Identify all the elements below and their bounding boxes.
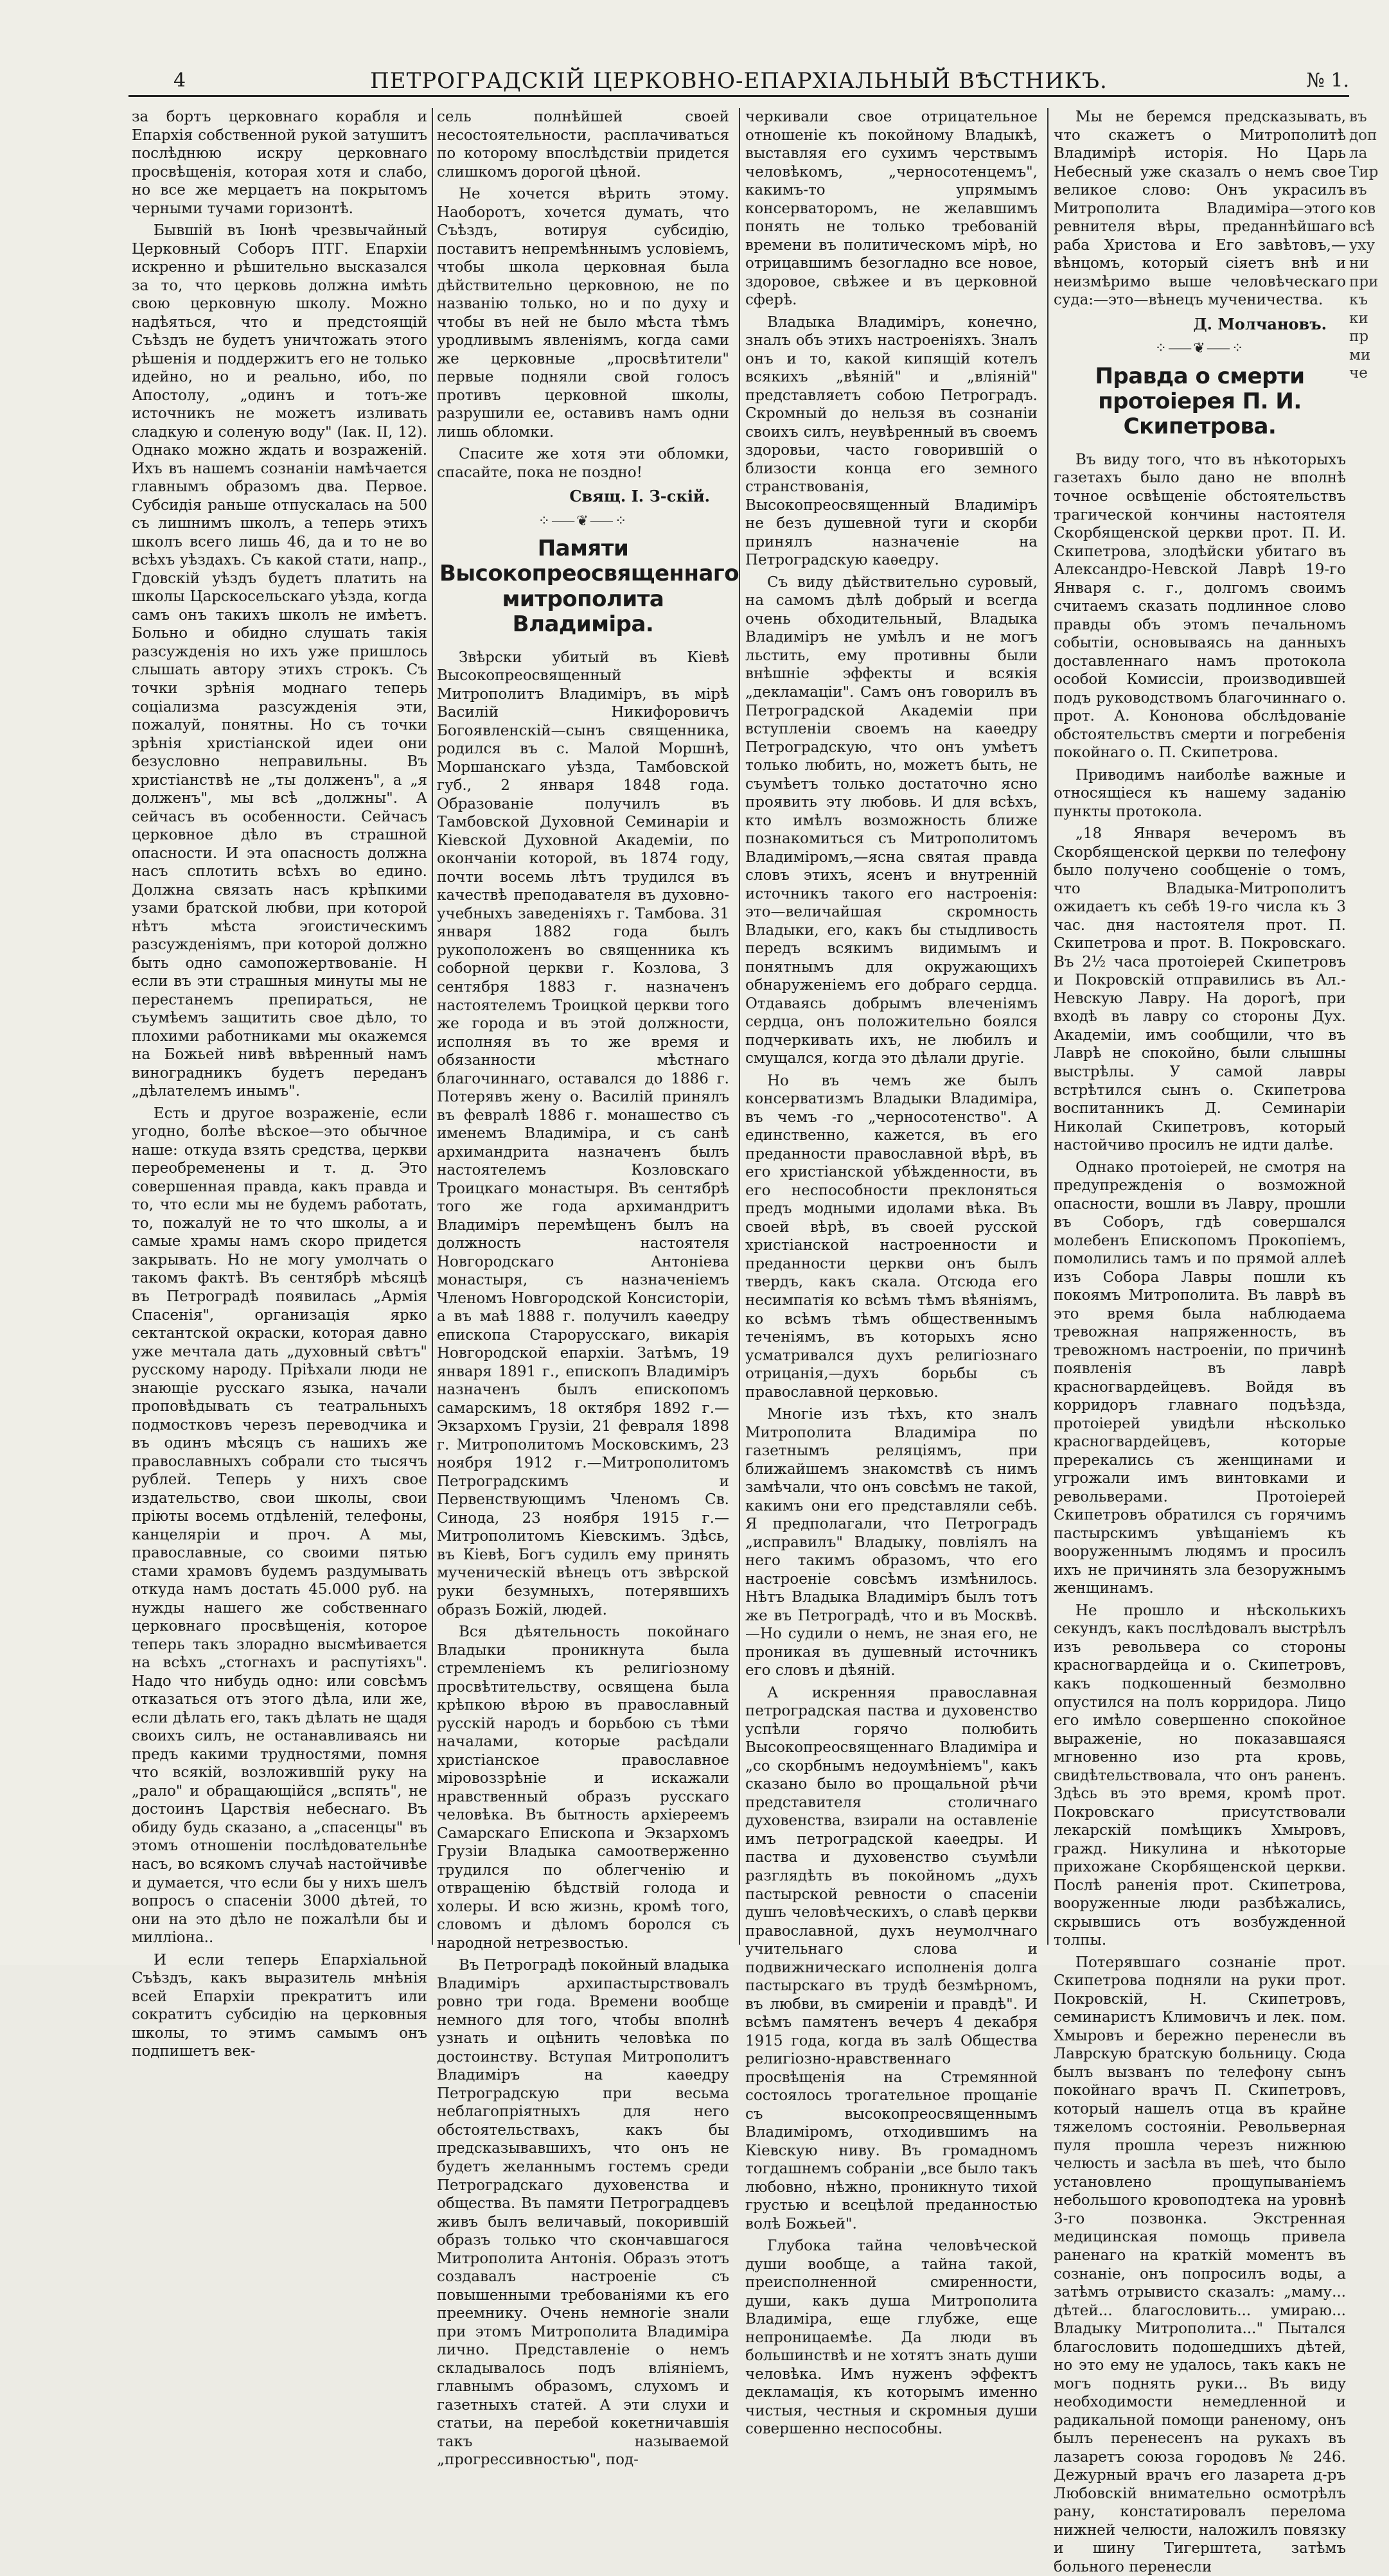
paragraph: Съ виду дѣйствительно суровый, на самомъ дѣлѣ добрый и всегда очень обходительный, Владыка Владиміръ не умѣлъ и не могъ льстить, ему противны были внѣшніе эффекты и всякія „декламаціи". Самъ онъ говорилъ въ Петроградской Академіи при вступленіи своемъ на каѳедру Петроградскую, что онъ умѣетъ только любить, но, можетъ быть, не съумѣетъ только достаточно ясно проявить эту любовь. И для всѣхъ, кто имѣлъ возможность ближе познакомиться съ Митрополитомъ Владиміромъ,—ясна святая правда словъ этихъ, ясенъ и внутренній источникъ такого его настроенія: это—величайшая скромность Владыки, его, какъ бы стыдливость передъ всякимъ видимымъ и понятнымъ для окружающихъ обнаруженіемъ его добраго сердца. Отдаваясь добрымъ влеченіямъ сердца, онъ положительно боялся подчеркивать ихъ, не любилъ и смущался, когда это дѣлали другіе. <box>745 574 1038 1067</box>
paragraph: Но въ чемъ же былъ консерватизмъ Владыки Владиміра, въ чемъ -го „черносотенство". А единственно, кажется, въ его преданности православной вѣрѣ, въ его христіанской убѣжденности, въ его неспособности преклоняться предъ модными идолами вѣка. Въ своей вѣрѣ, въ своей русской христіанской настроенности и преданности церкви онъ былъ твердъ, какъ скала. Отсюда его несимпатія ко всѣмъ тѣмъ вѣяніямъ, ко всѣмъ тѣмъ общественнымъ теченіямъ, въ которыхъ ясно усматривался духъ религіознаго отрицанія,—духъ борьбы съ православной церковью. <box>745 1072 1038 1401</box>
edge-fragment: ков <box>1349 200 1376 217</box>
article-heading: Правда о смерти протоіерея П. И. Скипетрова. <box>1095 363 1305 439</box>
column-3 <box>745 108 1038 2438</box>
paragraph: Владыка Владиміръ, конечно, зналъ объ этихъ настроеніяхъ. Зналъ онъ и то, какой кипящій котелъ всякихъ „вѣяній" и „вліяній" представляетъ собою Петроградъ. Скромный до нельзя въ сознаніи своихъ силъ, неувѣренный въ своемъ здоровьи, часто говорившій о близости конца его земного странствованія, Высокопреосвященный Владиміръ не безъ душевной туги и скорби принялъ назначеніе на Петроградскую каѳедру. <box>745 313 1038 569</box>
column-4 <box>1054 108 1346 2575</box>
paragraph: Потерявшаго сознаніе прот. Скипетрова подняли на руки прот. Покровскій, Н. Скипетровъ, семинаристъ Климовичъ и лек. пом. Хмыровъ и бережно перенесли въ Лаврскую братскую больницу. Сюда былъ вызванъ по телефону сынъ покойнаго врачъ П. Скипетровъ, который нашелъ отца въ крайне тяжеломъ состояніи. Револьверная пуля прошла черезъ нижнюю челюсть и засѣла въ шеѣ, что было установлено прощупываніемъ небольшого кровоподтека на уровнѣ 3-го позвонка. Экстренная медицинская помощь привела раненаго на краткій моментъ въ сознаніе, онъ попросилъ воды, а затѣмъ отрывисто сказалъ: „маму... дѣтей... благословить... умираю... Владыку Митрополита..." Пытался благословить подошедшихъ дѣтей, но это ему не удалось, такъ какъ не могъ поднять руки... Въ виду необходимости немедленной и радикальной помощи раненому, онъ былъ перенесенъ на рукахъ въ лазаретъ союза городовъ № 246. Дежурный врачъ его лазарета д-ръ Любовскій внимательно осмотрѣлъ рану, констатировалъ перелома нижней челюсти, наложилъ повязку и шину Тигерштета, затѣмъ больного перенесли <box>1054 1954 1346 2575</box>
column-1 <box>132 108 427 2060</box>
paragraph: Звѣрски убитый въ Кіевѣ Высокопреосвященный Митрополитъ Владиміръ, въ мірѣ Василій Никифоровичъ Богоявленскій—сынъ священника, родился въ с. Малой Моршнѣ, Моршанскаго уѣзда, Тамбовской губ., 2 января 1848 года. Образованіе получилъ въ Тамбовской Духовной Семинаріи и Кіевской Духовной Академіи, по окончаніи которой, въ 1874 году, почти восемь лѣтъ трудился въ качествѣ преподавателя въ духовно-учебныхъ заведеніяхъ г. Тамбова. 31 января 1882 года былъ рукоположенъ во священника къ соборной церкви г. Козлова, 3 сентября 1883 г. назначенъ настоятелемъ Троицкой церкви того же города и въ этой должности, исполняя въ то же время и обязанности мѣстнаго благочиннаго, оставался до 1886 г. Потерявъ жену о. Василій принялъ въ февралѣ 1886 г. монашество съ именемъ Владиміра, и съ санѣ архимандрита назначенъ былъ настоятелемъ Козловскаго Троицкаго монастыря. Въ сентябрѣ того же года архимандритъ Владиміръ перемѣщенъ былъ на должность настоятеля Новгородскаго Антоніева монастыря, съ назначеніемъ Членомъ Новгородской Консисторіи, а въ маѣ 1888 г. получилъ каѳедру епископа Старорусскаго, викарія Новгородской епархіи. Затѣмъ, 19 января 1891 г., епископъ Владиміръ назначенъ былъ епископомъ самарскимъ, 18 октября 1892 г.—Экзархомъ Грузіи, 21 февраля 1898 г. Митрополитомъ Московскимъ, 23 ноября 1912 г.—Митрополитомъ Петроградскимъ и Первенствующимъ Членомъ Св. Синода, 23 ноября 1915 г.—Митрополитомъ Кіевскимъ. Здѣсь, въ Кіевѣ, Богъ судилъ ему принять мученическій вѣнецъ отъ звѣрской руки безумныхъ, потерявшихъ образъ Божій, людей. <box>437 649 729 1618</box>
edge-fragment: ми <box>1349 346 1371 364</box>
article-heading: Памяти Высокопреосвященнаго митрополита Владиміра. <box>439 536 739 637</box>
edge-fragment: уху <box>1349 236 1376 254</box>
adjacent-page-edge <box>1349 108 1389 1007</box>
edge-fragment: пр <box>1349 328 1369 346</box>
issue-number: № 1. <box>1306 69 1349 92</box>
page-number: 4 <box>173 69 186 92</box>
page-header <box>128 64 1349 103</box>
edge-fragment: доп <box>1349 127 1377 144</box>
paragraph: Бывшій въ Іюнѣ чрезвычайный Церковный Соборъ ПТГ. Епархіи искренно и рѣшительно высказался за то, что церковь должна имѣть свою церковную школу. Можно надѣяться, что и предстоящій Съѣздъ не будетъ уничтожать этого рѣшенія и поддержитъ его не только идейно, но и реально, ибо, по Апостолу, „одинъ и тотъ-же источникъ не можетъ изливать сладкую и соленую воду" (Іак. II, 12). Однако можно ждать и возраженій. Ихъ въ нашемъ сознаніи намѣчается главнымъ образомъ два. Первое. Субсидія раньше отпускалась на 500 съ лишнимъ школъ, а теперь этихъ школъ всего лишь 46, да и то не во всѣхъ уѣздахъ. Съ какой стати, напр., Гдовскій уѣздъ будетъ платить на школы Царскосельскаго уѣзда, когда самъ онъ такихъ школъ не имѣетъ. Больно и обидно слушать такія разсужденія но ихъ уже пришлось слышать автору этихъ строкъ. Съ точки зрѣнія моднаго теперь соціализма разсужденія эти, пожалуй, понятны. Но съ точки зрѣнія христіанской идеи они безусловно неправильны. Въ христіанствѣ не „ты долженъ", а „я долженъ", мы всѣ „должны". А сейчасъ въ особенности. Сейчасъ церковное дѣло въ страшной опасности. И эта опасность должна насъ сплотить всѣхъ во едино. Должна связать насъ крѣпкими узами братской любви, при которой нѣтъ мѣста эгоистическимъ разсужденіямъ, при которой должно быть одно самопожертвованіе. Н если въ эти страшныя минуты мы не перестанемъ препираться, не съумѣемъ защитить свое дѣло, то плохими работниками мы окажемся на Божьей нивѣ ввѣренный намъ виноградникъ будетъ переданъ „дѣлателемъ инымъ". <box>132 222 427 1100</box>
edge-fragment: всѣ <box>1349 218 1375 236</box>
running-title: ПЕТРОГРАДСКІЙ ЦЕРКОВНО-ЕПАРХІАЛЬНЫЙ ВѢСТНИКЪ. <box>370 68 1108 94</box>
edge-fragment: ла <box>1349 145 1368 162</box>
column-2 <box>437 108 739 2469</box>
edge-fragment: въ <box>1349 182 1367 199</box>
paragraph: Мы не беремся предсказывать, что скажетъ о Митрополитѣ Владимірѣ исторія. Но Царь Небесный уже сказалъ о немъ свое великое слово: Онъ украсилъ Митрополита Владиміра—этого ревнителя вѣры, преданнѣйшаго раба Христова и Его завѣтовъ,—вѣнцомъ, который сіяетъ внѣ и неизмѣримо выше человѣческаго суда:—это—вѣнецъ мученичества. <box>1054 109 1346 309</box>
edge-fragment: при <box>1349 273 1379 290</box>
paragraph: И если теперь Епархіальной Съѣздъ, какъ выразитель мнѣнія всей Епархіи прекратитъ или сократитъ субсидію на церковныя школы, то этимъ самымъ онъ подпишетъ век- <box>132 1951 427 2060</box>
edge-fragment: Тир <box>1349 163 1379 180</box>
paragraph: Не хочется вѣрить этому. Наоборотъ, хочется думать, что Съѣздъ, вотируя субсидію, поставитъ непремѣннымъ условіемъ, чтобы школа церковная была дѣйствительно церковною, не по названію только, но и по духу и чтобы въ ней не было мѣста тѣмъ уродливымъ явленіямъ, когда сами же церковные „просвѣтители" первые подняли свой голосъ противъ церковной школы, разрушили ее, оставивъ намъ одни лишь обломки. <box>437 186 729 441</box>
paragraph: Спасите же хотя эти обломки, спасайте, пока не поздно! <box>437 446 729 481</box>
paragraph: Не прошло и нѣсколькихъ секундъ, какъ послѣдовалъ выстрѣлъ изъ револьвера со стороны красногвардейца и о. Скипетровъ, какъ подкошенный безмолвно опустился на полъ корридора. Лицо его имѣло совершенно спокойное выраженіе, но показавшаяся мгновенно изо рта кровь, свидѣтельствовала, что онъ раненъ. Здѣсь въ это время, кромѣ прот. Покровскаго присутствовали лекарскій помѣщикъ Хмыровъ, гражд. Никулина и нѣкоторые прихожане Скорбященской церкви. Послѣ раненія прот. Скипетрова, вооруженные люди разбѣжались, скрывшись отъ возбужденной толпы. <box>1054 1602 1346 1949</box>
ornament-divider: ⁘⸺❦⸺⁘ <box>1155 340 1245 357</box>
paragraph: черкивали свое отрицательное отношеніе къ покойному Владыкѣ, выставляя его сухимъ черствымъ человѣкомъ, „черносотенцемъ", какимъ-то упрямымъ консерваторомъ, не желавшимъ понять не только требованій времени въ политическомъ мірѣ, но отрицавшимъ безогладно все новое, здоровое, свѣжее и въ церковной сферѣ. <box>745 109 1038 309</box>
edge-fragment: ни <box>1349 255 1369 272</box>
ornament-divider: ⁘⸺❦⸺⁘ <box>538 513 628 530</box>
header-rule <box>128 95 1349 97</box>
column-divider <box>1047 108 1048 1945</box>
edge-fragment: къ <box>1349 292 1368 309</box>
paragraph: Глубока тайна человѣческой души вообще, а тайна такой, преисполненной смиренности, души, какъ душа Митрополита Владиміра, еще глубже, еще непроницаемѣе. Да люди въ большинствѣ и не хотятъ знать души человѣка. Имъ нуженъ эффектъ декламація, къ которымъ именно чистыя, честныя и скромныя души совершенно неспособны. <box>745 2238 1038 2438</box>
edge-fragment: ки <box>1349 310 1368 327</box>
column-divider <box>432 108 433 1945</box>
paragraph: за бортъ церковнаго корабля и Епархія собственной рукой затушитъ послѣднюю искру церковнаго просвѣщенія, которая хотя и слабо, но все же мерцаетъ на покрытомъ черными тучами горизонтѣ. <box>132 109 427 217</box>
paragraph: Есть и другое возраженіе, если угодно, болѣе вѣское—это обычное наше: откуда взять средства, церкви переобременены и т. д. Это совершенная правда, какъ правда и то, что если мы не будемъ работать, то, пожалуй не то что школы, а и самые храмы намъ скоро придется закрывать. Но не могу умолчать о такомъ фактѣ. Въ сентябрѣ мѣсяцѣ въ Петроградѣ появилась „Армія Спасенія", организація ярко сектантской окраски, которая давно уже мечтала дать „духовный свѣтъ" русскому народу. Пріѣхали люди не знающіе русскаго языка, начали проповѣдывать съ театральныхъ подмостковъ черезъ переводчика и въ одинъ мѣсяцъ съ нашихъ же православныхъ собрали сто тысячъ рублей. Теперь у нихъ свое издательство, свои школы, свои пріюты восемь отдѣленій, телефоны, канцеляріи и проч. А мы, православные, со своими пятью стами храмовъ будемъ раздумывать откуда намъ достать 45.000 руб. на нужды нашего же собственнаго церковнаго просвѣщенія, которое теперь такъ злорадно высмѣивается на всѣхъ „стогнахъ и распутіяхъ". Надо что нибудь одно: или совсѣмъ отказаться отъ этого дѣла, или же, если дѣлать его, такъ дѣлать не щадя своихъ силъ, не останавливаясь ни предъ какими трудностями, помня что всякій, возложившій руку на „рало" и обращающійся „вспять", не достоинъ Царствія небеснаго. Въ обиду будь сказано, а „спасенцы" въ этомъ отношеніи послѣдовательнѣе насъ, во всякомъ случаѣ настойчивѣе и думается, что если бы у нихъ шелъ вопросъ о спасеніи 3000 дѣтей, то они на это дѣло не пожалѣли бы и милліона.. <box>132 1105 427 1947</box>
paragraph: сель полнѣйшей своей несостоятельности, расплачиваться по которому впослѣдствіи придется слишкомъ дорогой цѣной. <box>437 109 729 180</box>
paragraph: Вся дѣятельность покойнаго Владыки проникнута была стремленіемъ къ религіозному просвѣтительству, освящена была крѣпкою вѣрою въ православный русскій народъ и борьбою съ тѣми началами, которые расѣдали христіанское православное міровоззрѣніе и искажали нравственный образъ русскаго человѣка. Въ бытность архіереемъ Самарскаго Епископа и Экзархомъ Грузіи Владыка самоотверженно трудился по облегченію и отвращенію бѣдствій голода и холеры. И всю жизнь, кромѣ того, словомъ и дѣломъ боролся съ народной нетрезвостью. <box>437 1624 729 1952</box>
edge-fragment: че <box>1349 365 1368 382</box>
paragraph: „18 Января вечеромъ въ Скорбященской церкви по телефону было получено сообщеніе о томъ, что Владыка-Митрополитъ ожидаетъ къ себѣ 19-го числа къ 3 час. дня настоятеля прот. П. Скипетрова и прот. В. Покровскаго. Въ 2½ часа протоіерей Скипетровъ и Покровскій отправились въ Ал.-Невскую Лавру. На дорогѣ, при входѣ въ лавру со стороны Дух. Академіи, имъ сообщили, что въ Лаврѣ не спокойно, были слышны выстрѣлы. У самой лавры встрѣтился сынъ о. Скипетрова воспитанникъ Д. Семинаріи Николай Скипетровъ, который настойчиво просилъ не идти далѣе. <box>1054 825 1346 1154</box>
paragraph: А искренняя православная петроградская паства и духовенство успѣли горячо полюбить Высокопреосвященнаго Владиміра и „со скорбнымъ недоумѣніемъ", какъ сказано было во прощальной рѣчи представителя столичнаго духовенства, взирали на оставленіе имъ петроградской каѳедры. И паства и духовенство съумѣли разглядѣть въ покойномъ „духъ пастырской ревности о спасеніи душъ человѣческихъ, о славѣ церкви православной, духъ неумолчнаго учительнаго слова и подвижническаго исполненія долга пастырскаго въ трудѣ безмѣрномъ, въ любви, въ смиреніи и правдѣ". И всѣмъ памятенъ вечеръ 4 декабря 1915 года, когда въ залѣ Общества религіозно-нравственнаго просвѣщенія на Стремянной состоялось трогательное прощаніе съ высокопреосвященнымъ Владиміромъ, отходившимъ на Кіевскую ниву. Въ громадномъ тогдашнемъ собраніи „все было такъ любовно, нѣжно, проникнуто тихой грустью и всецѣлой преданностью волѣ Божьей". <box>745 1684 1038 2232</box>
author-signature: Д. Молчановъ. <box>1193 314 1327 333</box>
paragraph: Приводимъ наиболѣе важные и относящіеся къ нашему заданію пункты протокола. <box>1054 766 1346 820</box>
column-divider <box>739 108 740 1945</box>
edge-fragment: въ <box>1349 109 1367 125</box>
paragraph: Многіе изъ тѣхъ, кто зналъ Митрополита Владиміра по газетнымъ реляціямъ, при ближайшемъ знакомствѣ съ нимъ замѣчали, что онъ совсѣмъ не такой, какимъ они его представляли себѣ. Я предполагали, что Петроградъ „исправилъ" Владыку, повліялъ на него такимъ образомъ, что его настроеніе совсѣмъ измѣнилось. Нѣтъ Владыка Владиміръ былъ тотъ же въ Петроградѣ, что и въ Москвѣ.—Но судили о немъ, не зная его, не проникая въ душевный источникъ его словъ и дѣяній. <box>745 1406 1038 1679</box>
paragraph: Въ виду того, что въ нѣкоторыхъ газетахъ было дано не вполнѣ точное освѣщеніе обстоятельствъ трагической кончины настоятеля Скорбященской церкви прот. П. И. Скипетрова, злодѣйски убитаго въ Александро-Невской Лаврѣ 19-го Января с. г., долгомъ своимъ считаемъ сказать подлинное слово правды объ этомъ печальномъ событіи, основываясь на данныхъ доставленнаго намъ протокола особой Комиссіи, производившей подъ руководствомъ благочиннаго о. прот. А. Кононова обслѣдованіе обстоятельствъ смерти и погребенія покойнаго о. П. Скипетрова. <box>1054 451 1346 762</box>
author-signature: Свящ. І. З-скій. <box>569 487 710 506</box>
paragraph: Однако протоіерей, не смотря на предупрежденія о возможной опасности, вошли въ Лавру, прошли въ Соборъ, гдѣ совершался молебенъ Епископомъ Прокопіемъ, помолились тамъ и по прямой аллеѣ изъ Собора Лавры пошли къ покоямъ Митрополита. Въ лаврѣ въ это время была наблюдаема тревожная напряженность, въ тревожномъ настроеніи, по причинѣ появленія въ лаврѣ красногвардейцевъ. Войдя въ корридоръ главнаго подъѣзда, протоіерей увидѣли нѣсколько красногвардейцевъ, которые пререкались съ женщинами и угрожали имъ винтовками и револьверами. Протоіерей Скипетровъ обратился съ горячимъ пастырскимъ увѣщаніемъ къ вооруженнымъ людямъ и просилъ ихъ не причинять зла безоружнымъ женщинамъ. <box>1054 1159 1346 1597</box>
paragraph: Въ Петроградѣ покойный владыка Владиміръ архипастырствовалъ ровно три года. Времени вообще немного для того, чтобы вполнѣ узнать и оцѣнить человѣка по достоинству. Вступая Митрополитъ Владиміръ на каѳедру Петроградскую при весьма неблагопріятныхъ для него обстоятельствахъ, какъ бы предсказывавшихъ, что онъ не будетъ желаннымъ гостемъ среди Петроградскаго духовенства и общества. Въ памяти Петроградцевъ живъ былъ величавый, покорившій образъ только что скончавшагося Митрополита Антонія. Образъ этотъ создавалъ настроеніе съ повышенными требованіями къ его преемнику. Очень немногіе знали при этомъ Митрополита Владиміра лично. Представленіе о немъ складывалось подъ вліяніемъ, главнымъ образомъ, слухомъ и газетныхъ статей. А эти слухи и статьи, на перебой кокетничавшія такъ называемой „прогрессивностью", под- <box>437 1957 729 2469</box>
